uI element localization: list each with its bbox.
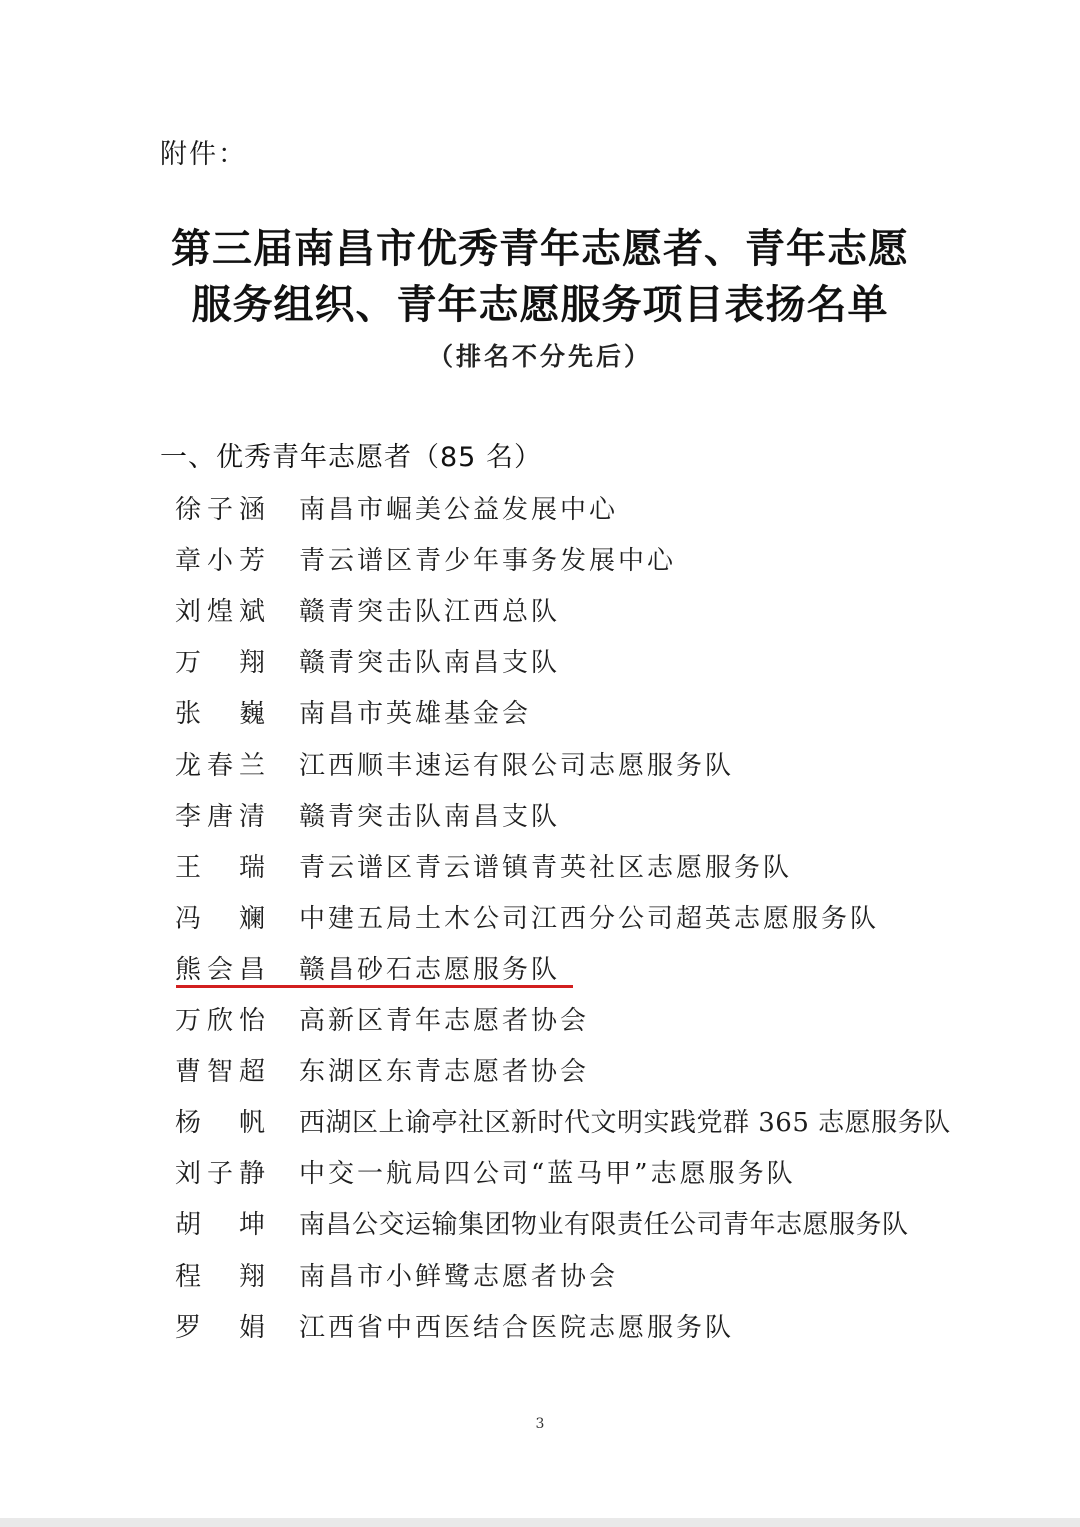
volunteer-name: 徐 子 涵: [175, 495, 265, 525]
volunteer-organization: 西湖区上谕亭社区新时代文明实践党群 365 志愿服务队: [299, 1108, 951, 1139]
volunteer-organization: 赣青突击队南昌支队: [299, 648, 561, 679]
list-item: [0, 541, 1080, 581]
volunteer-name: 刘 煌 斌: [175, 597, 265, 628]
list-item: [0, 643, 1080, 683]
volunteer-organization: 青云谱区青云谱镇青英社区志愿服务队: [299, 852, 793, 883]
attachment-label: 附件：: [160, 139, 247, 170]
list-item: [0, 1205, 1080, 1245]
volunteer-organization: 南昌公交运输集团物业有限责任公司青年志愿服务队: [299, 1210, 909, 1241]
list-item: [0, 1257, 1080, 1297]
list-item: [0, 797, 1080, 837]
volunteer-organization: 青云谱区青少年事务发展中心: [299, 546, 677, 577]
page-number: 3: [535, 1416, 545, 1432]
volunteer-organization: 赣青突击队江西总队: [299, 597, 561, 628]
volunteer-name: 冯 斓: [175, 903, 265, 934]
list-item: [0, 1103, 1080, 1143]
volunteer-organization: 中建五局土木公司江西分公司超英志愿服务队: [299, 903, 880, 934]
highlight-underline: [176, 985, 573, 988]
volunteer-name: 章 小 芳: [175, 546, 265, 577]
volunteer-name: 程 翔: [175, 1261, 265, 1292]
list-item: [0, 694, 1080, 734]
volunteer-name: 张 巍: [175, 699, 265, 730]
list-item: [0, 490, 1080, 530]
volunteer-name: 熊 会 昌: [175, 954, 265, 985]
list-item: [0, 899, 1080, 939]
list-item: [0, 1001, 1080, 1041]
section-heading: 一、优秀青年志愿者（85 名）: [160, 442, 542, 473]
volunteer-name: 曹 智 超: [175, 1057, 265, 1088]
document-title-line-1: 第三届南昌市优秀青年志愿者、青年志愿: [171, 225, 909, 272]
volunteer-name: 胡 坤: [175, 1210, 265, 1241]
list-item: [0, 1308, 1080, 1348]
volunteer-organization: 赣昌砂石志愿服务队: [299, 954, 561, 985]
list-item: [0, 1052, 1080, 1092]
volunteer-organization: 南昌市崛美公益发展中心: [299, 495, 619, 525]
list-item: [0, 746, 1080, 786]
list-item: [0, 950, 1080, 990]
volunteer-name: 刘 子 静: [175, 1159, 265, 1190]
volunteer-organization: 赣青突击队南昌支队: [299, 801, 561, 832]
volunteer-name: 万 欣 怡: [175, 1006, 265, 1036]
volunteer-organization: 南昌市小鲜鹭志愿者协会: [299, 1261, 619, 1292]
document-title-line-2: 服务组织、青年志愿服务项目表扬名单: [191, 281, 889, 328]
volunteer-name: 万 翔: [175, 648, 265, 679]
document-subtitle: （排名不分先后）: [427, 342, 652, 371]
volunteer-name: 李 唐 清: [175, 801, 265, 832]
volunteer-organization: 江西顺丰速运有限公司志愿服务队: [299, 750, 735, 781]
volunteer-organization: 江西省中西医结合医院志愿服务队: [299, 1312, 735, 1343]
list-item: [0, 848, 1080, 888]
volunteer-organization: 南昌市英雄基金会: [299, 699, 532, 730]
volunteer-organization: 高新区青年志愿者协会: [299, 1006, 590, 1036]
volunteer-name: 罗 娟: [175, 1312, 265, 1343]
volunteer-name: 龙 春 兰: [175, 750, 265, 781]
volunteer-organization: 中交一航局四公司“蓝马甲”志愿服务队: [299, 1159, 796, 1190]
volunteer-name: 王 瑞: [175, 852, 265, 883]
volunteer-name: 杨 帆: [175, 1108, 265, 1139]
list-item: [0, 1154, 1080, 1194]
list-item: [0, 592, 1080, 632]
volunteer-organization: 东湖区东青志愿者协会: [299, 1057, 590, 1088]
